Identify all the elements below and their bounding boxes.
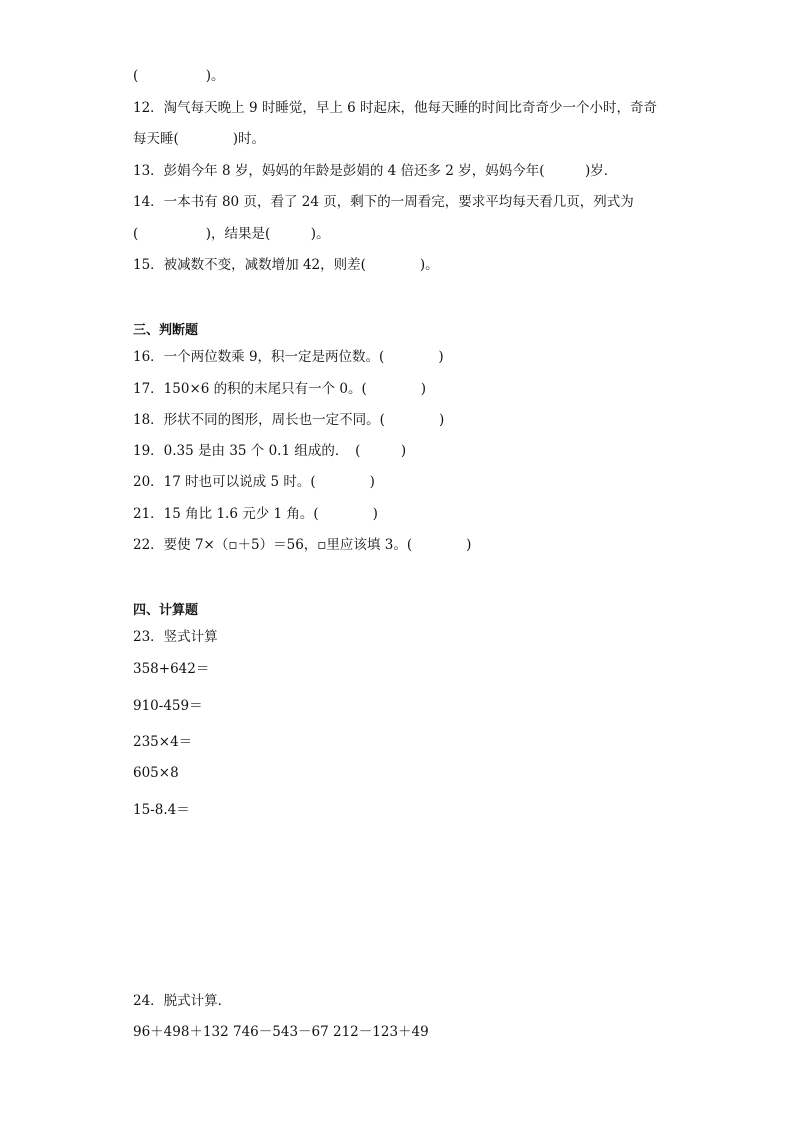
question-19: 19．0.35 是由 35 个 0.1 组成的． ( ): [133, 443, 407, 459]
expression-2: 910-459＝: [133, 698, 203, 714]
question-14-line1: 14．一本书有 80 页，看了 24 页，剩下的一周看完，要求平均每天看几页，列式为: [133, 194, 634, 210]
question-22: 22．要使 7×（▫＋5）＝56，▫里应该填 3。( ): [133, 537, 472, 553]
question-20: 20．17 时也可以说成 5 时。( ): [133, 474, 375, 490]
question-18: 18．形状不同的图形，周长也一定不同。( ): [133, 412, 445, 428]
section-heading-judgment: 三、判断题: [133, 323, 199, 338]
expression-5: 15-8.4＝: [133, 802, 190, 818]
question-21: 21．15 角比 1.6 元少 1 角。( ): [133, 506, 378, 522]
line-blank-continuation: ( )。: [133, 68, 225, 84]
question-13: 13．彭娟今年 8 岁，妈妈的年龄是彭娟的 4 倍还多 2 岁，妈妈今年( )岁．: [133, 163, 618, 179]
question-14-line2: ( )，结果是( )。: [133, 226, 330, 242]
question-24: 24．脱式计算．: [133, 993, 232, 1009]
question-17: 17．150×6 的积的末尾只有一个 0。( ): [133, 381, 427, 397]
question-15: 15．被减数不变，减数增加 42，则差( )。: [133, 257, 439, 273]
expression-4: 605×8: [133, 765, 179, 781]
question-12-line2: 每天睡( )时。: [133, 131, 266, 147]
expression-1: 358+642＝: [133, 661, 210, 677]
question-23: 23．竖式计算: [133, 629, 218, 645]
question-12-line1: 12．淘气每天晚上 9 时睡觉，早上 6 时起床，他每天睡的时间比奇奇少一个小时，奇奇: [133, 100, 658, 116]
question-16: 16．一个两位数乘 9，积一定是两位数。( ): [133, 349, 444, 365]
expression-6: 96＋498＋132 746－543－67 212－123＋49: [133, 1024, 429, 1040]
expression-3: 235×4＝: [133, 734, 193, 750]
section-heading-calculation: 四、计算题: [133, 603, 199, 618]
